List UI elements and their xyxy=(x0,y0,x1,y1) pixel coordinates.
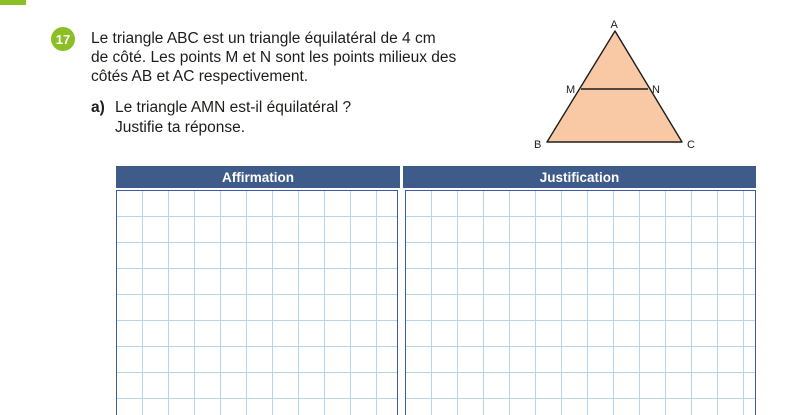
exercise-statement xyxy=(91,29,491,86)
statement-line-1: Le triangle ABC est un triangle équilatéral de 4 cm xyxy=(91,30,436,47)
label-b: B xyxy=(534,139,542,151)
label-n: N xyxy=(652,84,660,96)
question-a-line-2: Justifie ta réponse. xyxy=(115,119,246,136)
header-justification: Justification xyxy=(403,166,756,188)
header-affirmation: Affirmation xyxy=(116,166,400,188)
exercise-number-badge xyxy=(51,27,75,51)
corner-accent-bar xyxy=(0,0,26,5)
triangle-figure xyxy=(530,18,710,158)
exercise-number: 17 xyxy=(55,31,71,47)
question-line-1: Le triangle AMN est-il équilatéral ? xyxy=(115,99,352,116)
label-m: M xyxy=(566,84,576,96)
question-a xyxy=(91,98,351,117)
justification-answer-area[interactable] xyxy=(405,190,756,415)
statement-line-2: de côté. Les points M et N sont les points milieux des xyxy=(91,49,457,66)
answer-table xyxy=(116,166,756,415)
question-letter: a) xyxy=(91,99,105,116)
label-c: C xyxy=(687,139,695,151)
label-a: A xyxy=(610,19,618,31)
affirmation-answer-area[interactable] xyxy=(116,190,398,415)
statement-line-3: côtés AB et AC respectivement. xyxy=(91,68,309,85)
